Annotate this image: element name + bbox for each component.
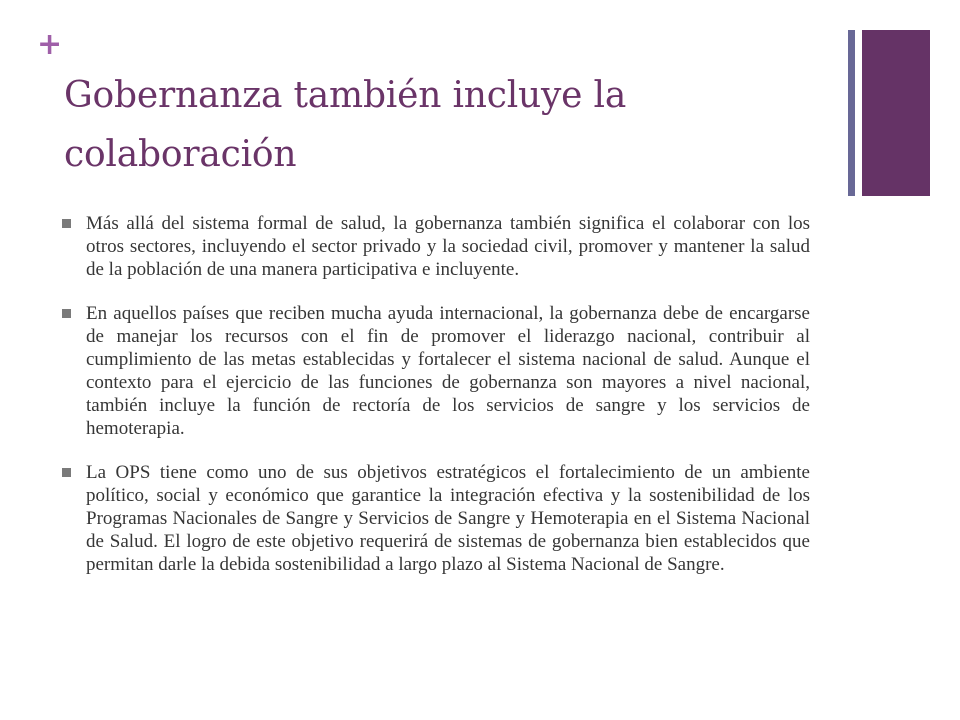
bullet-list — [62, 212, 810, 597]
bullet-item — [62, 302, 810, 440]
decorative-bar-thick — [862, 30, 930, 196]
plus-mark: + — [37, 27, 63, 62]
bullet-text: En aquellos países que reciben mucha ayuda internacional, la gobernanza debe de encargarse de manejar los recursos con el fin de promover el liderazgo nacional, contribuir al cumplimiento de las metas establecidas y fortalecer el sistema nacional de salud. Aunque el contexto para el ejercicio de las funciones de gobernanza son mayores a nivel nacional, también incluye la función de rectoría de los servicios de sangre y los servicios de hemoterapia. — [86, 303, 810, 439]
decorative-bar-thin — [848, 30, 855, 196]
slide-title: Gobernanza también incluye la colaboración — [64, 75, 627, 175]
bullet-item — [62, 212, 810, 281]
square-bullet-icon — [62, 468, 71, 477]
square-bullet-icon — [62, 309, 71, 318]
bullet-item — [62, 461, 810, 576]
bullet-text: Más allá del sistema formal de salud, la gobernanza también significa el colaborar con los otros sectores, incluyendo el sector privado y la sociedad civil, promover y mantener la salud de la población de una manera participativa e incluyente. — [86, 213, 810, 280]
square-bullet-icon — [62, 219, 71, 228]
bullet-text: La OPS tiene como uno de sus objetivos estratégicos el fortalecimiento de un ambiente político, social y económico que garantice la integración efectiva y la sostenibilidad de los Programas Nacionales de Sangre y Servicios de Sangre y Hemoterapia en el Sistema Nacional de Salud. El logro de este objetivo requerirá de sistemas de gobernanza bien establecidos que permitan darle la debida sostenibilidad a largo plazo al Sistema Nacional de Sangre. — [86, 462, 810, 575]
